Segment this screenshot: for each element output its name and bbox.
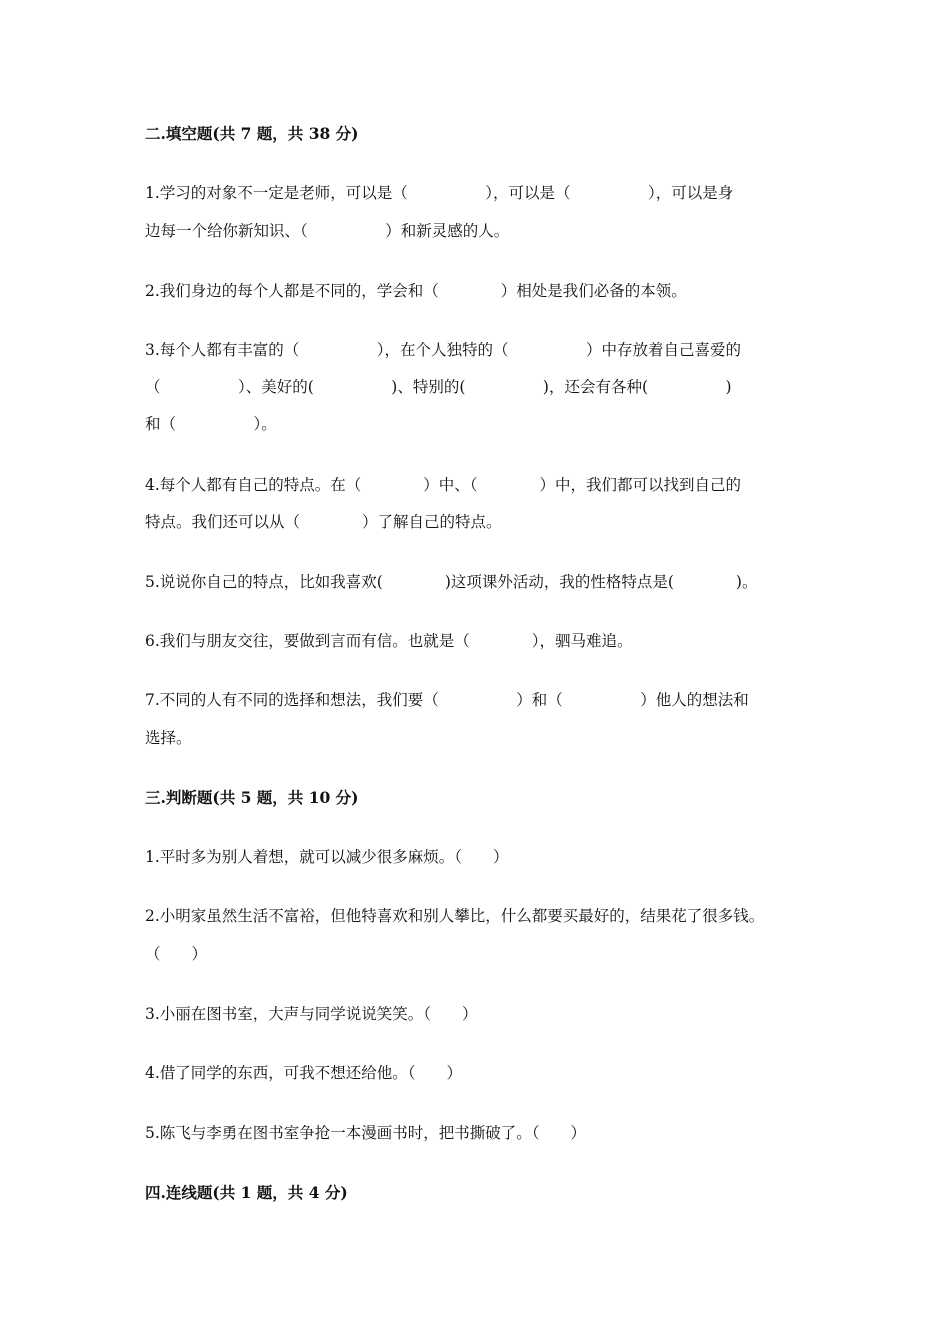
section-heading-match: 四.连线题(共 1 题，共 4 分) xyxy=(145,1183,348,1202)
question-7-line-1: 7.不同的人有不同的选择和想法，我们要（ ）和（ ）他人的想法和 xyxy=(145,691,749,709)
judge-question-2-line-1: 2.小明家虽然生活不富裕，但他特喜欢和别人攀比，什么都要买最好的，结果花了很多钱。 xyxy=(145,907,765,925)
question-4-line-1: 4.每个人都有自己的特点。在（ ）中、（ ）中，我们都可以找到自己的 xyxy=(145,476,742,494)
judge-question-2-line-2: （ ） xyxy=(145,945,208,963)
question-6-line-1: 6.我们与朋友交往，要做到言而有信。也就是（ ），驷马难追。 xyxy=(145,632,633,650)
question-1-line-2: 边每一个给你新知识、（ ）和新灵感的人。 xyxy=(145,222,510,240)
judge-question-4-line-1: 4.借了同学的东西，可我不想还给他。（ ） xyxy=(145,1064,463,1082)
question-5-line-1: 5.说说你自己的特点，比如我喜欢( )这项课外活动，我的性格特点是( )。 xyxy=(145,573,758,591)
section-heading-fill-blank: 二.填空题(共 7 题，共 38 分) xyxy=(145,124,359,143)
judge-question-5-line-1: 5.陈飞与李勇在图书室争抢一本漫画书时，把书撕破了。（ ） xyxy=(145,1124,587,1142)
question-1-line-1: 1.学习的对象不一定是老师，可以是（ ），可以是（ ），可以是身 xyxy=(145,184,734,202)
section-heading-judge: 三.判断题(共 5 题，共 10 分) xyxy=(145,788,359,807)
question-4-line-2: 特点。我们还可以从（ ）了解自己的特点。 xyxy=(145,513,502,531)
question-3-line-2: （ ）、美好的( )、特别的( )，还会有各种( ) xyxy=(145,378,732,396)
question-3-line-3: 和（ ）。 xyxy=(145,415,277,433)
judge-question-1-line-1: 1.平时多为别人着想，就可以减少很多麻烦。（ ） xyxy=(145,848,509,866)
judge-question-3-line-1: 3.小丽在图书室，大声与同学说说笑笑。（ ） xyxy=(145,1005,478,1023)
question-3-line-1: 3.每个人都有丰富的（ ），在个人独特的（ ）中存放着自己喜爱的 xyxy=(145,341,742,359)
question-7-line-2: 选择。 xyxy=(145,729,192,747)
question-2-line-1: 2.我们身边的每个人都是不同的，学会和（ ）相处是我们必备的本领。 xyxy=(145,282,687,300)
